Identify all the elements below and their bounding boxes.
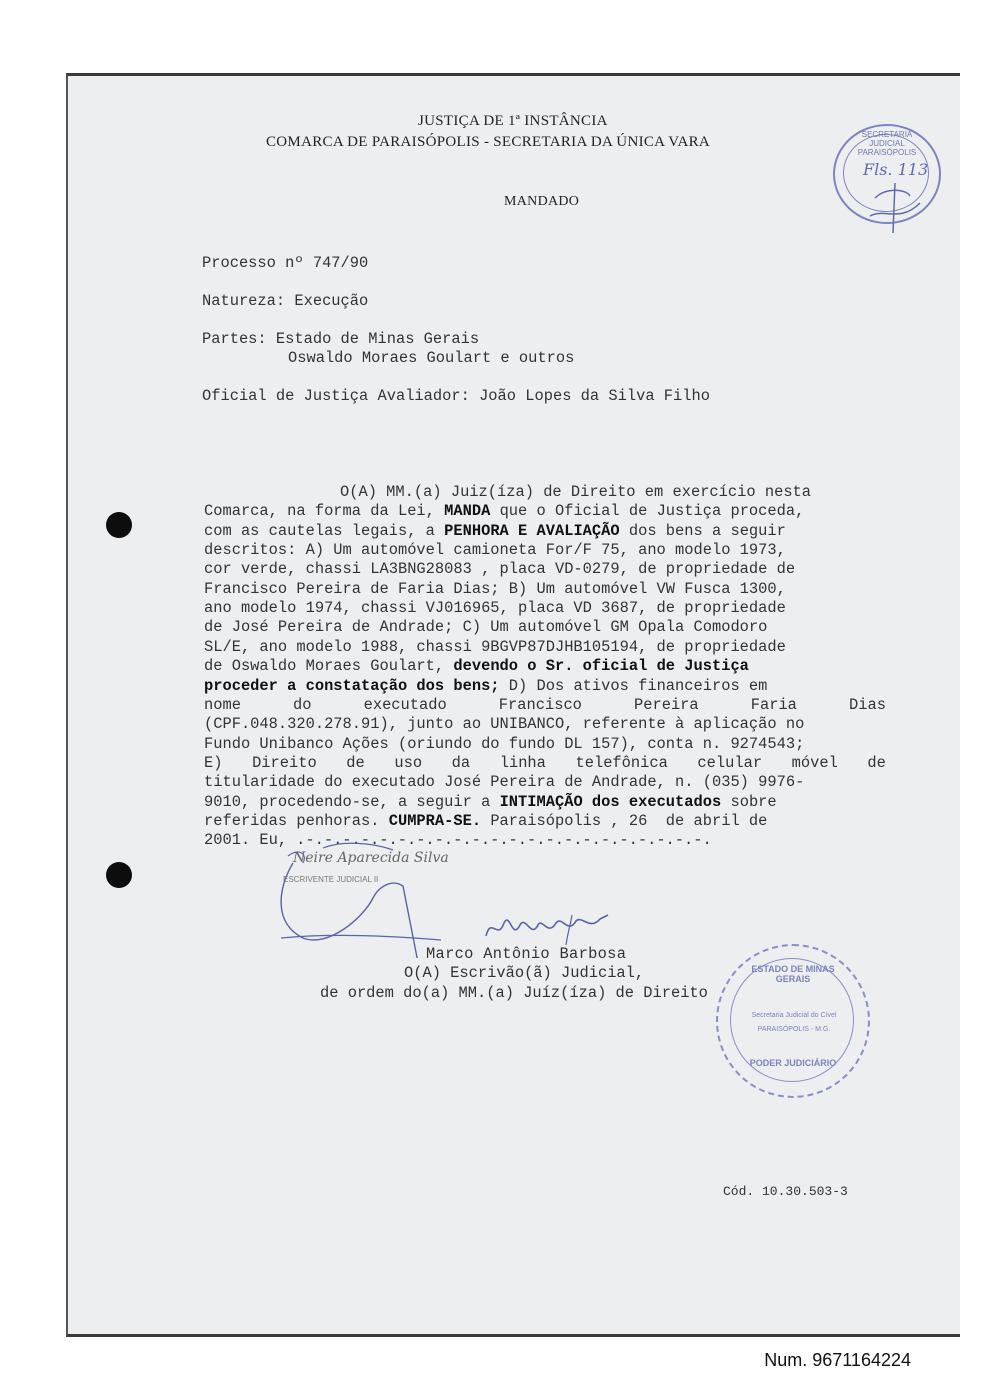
body-text-segment: telefônica — [575, 753, 668, 772]
body-text-line — [204, 618, 886, 637]
body-text-segment: de José Pereira de Andrade; C) Um automóvel GM Opala Comodoro — [204, 618, 768, 637]
body-text-segment: Comarca, na forma da Lei, — [204, 502, 445, 521]
poder-judiciario-stamp — [716, 944, 870, 1098]
body-text-segment: Fundo Unibanco Ações (oriundo do fundo DL 157), conta n. 9274543; — [204, 734, 805, 753]
processo-field: Processo nº 747/90 — [202, 254, 369, 272]
body-text-line — [204, 735, 886, 754]
body-text-segment: Direito — [252, 753, 317, 772]
clerk-name-text: Neire Aparecida Silva — [293, 850, 449, 866]
body-text-segment: D) Dos ativos financeiros em — [499, 676, 768, 695]
body-text-segment: E) — [204, 753, 223, 772]
body-text-segment: PENHORA E AVALIAÇÃO — [444, 521, 620, 540]
body-text-segment: O(A) MM.(a) Juiz(íza) de Direito em exercício nesta — [340, 483, 812, 501]
body-text-segment: Faria — [750, 695, 797, 714]
stamp-secretaria-text: Secretaria Judicial do Cível — [751, 1012, 837, 1019]
body-text-segment: que o Oficial de Justiça proceda, — [490, 502, 805, 521]
body-text-segment: com as cautelas legais, a — [204, 521, 445, 540]
body-text-line — [204, 502, 886, 521]
body-text-line — [204, 696, 886, 715]
header-comarca: COMARCA DE PARAISÓPOLIS - SECRETARIA DA ÚNICA VARA — [266, 134, 711, 150]
body-text-segment: de — [867, 753, 886, 772]
document-number: Num. 9671164224 — [764, 1350, 911, 1370]
secretaria-stamp-text: SECRETARIA JUDICIAL PARAISÓPOLIS — [857, 130, 917, 157]
body-text-line — [204, 773, 886, 792]
body-text-segment: MANDA — [444, 502, 491, 521]
punch-hole-top — [106, 512, 132, 538]
body-text-segment: .-.-.-.-.-.-.-.-.-.-.-.-.-.-.-.-.-.-.-.-.-.-. — [296, 831, 712, 850]
body-text-segment: de — [346, 753, 365, 772]
clerk-signature-with-stamp — [273, 828, 503, 958]
body-text-segment: Pereira — [634, 695, 699, 714]
body-text-segment: dos bens a seguir — [619, 521, 786, 540]
body-text-segment: de Oswaldo Moraes Goulart, — [204, 657, 454, 676]
body-text-segment: referidas penhoras. — [204, 811, 389, 830]
body-text-segment: Dias — [849, 695, 886, 714]
body-text-line — [204, 715, 886, 734]
body-text-segment: móvel — [791, 753, 838, 772]
body-text-line — [204, 754, 886, 773]
body-text-segment: Francisco Pereira de Faria Dias; B) Um automóvel VW Fusca 1300, — [204, 579, 786, 598]
body-text-line — [340, 483, 886, 502]
body-text-line — [204, 638, 886, 657]
body-text-segment: titularidade do executado José Pereira de Andrade, n. (035) 9976- — [204, 773, 805, 792]
body-text-segment: uso — [394, 753, 423, 772]
header-court-level: JUSTIÇA DE 1ª INSTÂNCIA — [418, 113, 608, 129]
body-text-segment: descritos: A) Um automóvel camioneta For/F 75, ano modelo 1973, — [204, 541, 786, 560]
body-text-line — [204, 599, 886, 618]
document-type-title: MANDADO — [504, 194, 580, 209]
body-text-segment: devendo o Sr. oficial de Justiça — [453, 657, 749, 676]
oficial-field: Oficial de Justiça Avaliador: João Lopes da Silva Filho — [202, 387, 710, 405]
stamp-city-text: PARAISÓPOLIS - M.G. — [757, 1026, 831, 1033]
body-text-segment: INTIMAÇÃO dos executados — [499, 792, 722, 811]
body-text-segment: cor verde, chassi LA3BNG28083 , placa VD-0279, de propriedade de — [204, 560, 796, 579]
stamp-state-text: ESTADO DE MINAS GERAIS — [751, 964, 835, 984]
scanned-document-page — [66, 73, 960, 1337]
body-text-segment: do — [293, 695, 312, 714]
body-text-segment: (CPF.048.320.278.91), junto ao UNIBANCO, referente à aplicação no — [204, 715, 805, 734]
signer-role: O(A) Escrivão(ã) Judicial, — [404, 964, 645, 982]
body-text-segment: da — [451, 753, 471, 772]
body-text-line — [204, 522, 886, 541]
body-text-segment: linha — [499, 753, 546, 772]
partes-field-line-1: Partes: Estado de Minas Gerais — [202, 330, 480, 348]
body-text-line — [204, 580, 886, 599]
clerk-role-text: ESCRIVENTE JUDICIAL II — [283, 875, 379, 884]
body-text-segment: CUMPRA-SE. — [388, 811, 482, 830]
body-text-line — [204, 560, 886, 579]
body-text-line — [204, 677, 886, 696]
body-text-segment: sobre — [721, 792, 777, 811]
partes-field-line-2: Oswaldo Moraes Goulart e outros — [288, 349, 575, 367]
body-text-segment: Paraisópolis , 26 de abril de — [481, 811, 768, 830]
body-text-line — [204, 541, 886, 560]
stamp-poder-text: PODER JUDICIÁRIO — [749, 1058, 837, 1068]
natureza-field: Natureza: Execução — [202, 292, 369, 310]
body-text-line — [204, 793, 886, 812]
folio-initial-signature — [865, 178, 925, 238]
signer-name: Marco Antônio Barbosa — [426, 945, 627, 963]
folio-number: Fls. 113 — [863, 160, 929, 179]
body-text-segment: 2001. Eu, — [204, 831, 288, 850]
secretaria-judicial-stamp — [833, 124, 941, 224]
punch-hole-bottom — [106, 862, 132, 888]
form-code: Cód. 10.30.503-3 — [723, 1184, 848, 1199]
body-text-segment: proceder a constatação dos bens; — [204, 676, 500, 695]
body-text-line — [204, 657, 886, 676]
body-text-segment: nome — [204, 695, 241, 714]
body-text-segment: SL/E, ano modelo 1988, chassi 9BGVP87DJHB105194, de propriedade — [204, 637, 786, 656]
body-text-segment: executado — [363, 695, 447, 714]
body-text-segment: celular — [697, 753, 763, 772]
body-text-segment: Francisco — [498, 695, 582, 714]
body-text-segment: ano modelo 1974, chassi VJ016965, placa VD 3687, de propriedade — [204, 599, 786, 618]
body-text-segment: 9010, procedendo-se, a seguir a — [204, 792, 500, 811]
signer-order: de ordem do(a) MM.(a) Juíz(íza) de Direito — [320, 984, 708, 1002]
